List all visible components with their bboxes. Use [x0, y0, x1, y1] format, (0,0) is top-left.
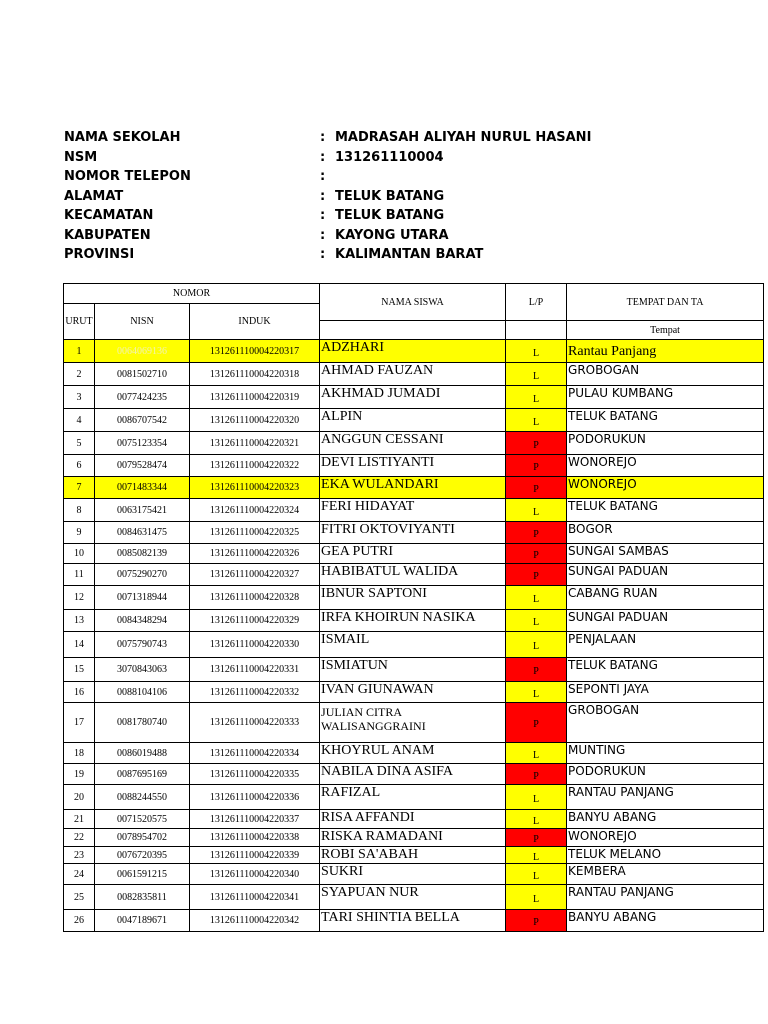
- info-value: KAYONG UTARA: [335, 227, 449, 243]
- cell-tempat: TELUK MELANO: [567, 847, 764, 864]
- cell-urut: 1: [64, 340, 95, 363]
- cell-nisn: 0061591215: [95, 864, 190, 885]
- cell-nisn: 3070843063: [95, 658, 190, 682]
- cell-nama-siswa: ANGGUN CESSANI: [320, 432, 506, 455]
- cell-nama-siswa: IRFA KHOIRUN NASIKA: [320, 610, 506, 632]
- cell-lp: P: [506, 910, 567, 932]
- cell-nama-siswa: ISMIATUN: [320, 658, 506, 682]
- info-colon: :: [320, 130, 326, 145]
- cell-lp: P: [506, 764, 567, 785]
- table-row: [64, 743, 764, 764]
- cell-urut: 10: [64, 544, 95, 564]
- cell-induk: 131261110004220321: [190, 432, 320, 455]
- cell-urut: 11: [64, 564, 95, 586]
- cell-induk: 131261110004220324: [190, 499, 320, 522]
- table-row: [64, 764, 764, 785]
- cell-urut: 19: [64, 764, 95, 785]
- cell-lp: L: [506, 847, 567, 864]
- cell-lp: L: [506, 682, 567, 703]
- info-label: KABUPATEN: [64, 227, 151, 243]
- info-colon: :: [320, 169, 326, 184]
- table-row: [64, 386, 764, 409]
- table-row: [64, 499, 764, 522]
- cell-nisn: 0078954702: [95, 829, 190, 847]
- cell-tempat: RANTAU PANJANG: [567, 785, 764, 810]
- cell-lp: L: [506, 340, 567, 363]
- cell-lp: L: [506, 363, 567, 386]
- info-value: KALIMANTAN BARAT: [335, 247, 484, 262]
- cell-tempat: Rantau Panjang: [567, 340, 764, 363]
- cell-nama-siswa: AKHMAD JUMADI: [320, 386, 506, 409]
- table-row: [64, 586, 764, 610]
- table-row: [64, 810, 764, 829]
- cell-urut: 21: [64, 810, 95, 829]
- cell-lp: P: [506, 703, 567, 743]
- header-spacer: [506, 321, 567, 340]
- cell-induk: 131261110004220328: [190, 586, 320, 610]
- cell-nisn: 0088104106: [95, 682, 190, 703]
- info-label: ALAMAT: [64, 188, 124, 204]
- cell-induk: 131261110004220325: [190, 522, 320, 544]
- cell-tempat: SUNGAI SAMBAS: [567, 544, 764, 564]
- table-row: [64, 363, 764, 386]
- cell-induk: 131261110004220338: [190, 829, 320, 847]
- cell-nisn: 0071318944: [95, 586, 190, 610]
- cell-lp: L: [506, 386, 567, 409]
- cell-induk: 131261110004220322: [190, 455, 320, 477]
- table-row: [64, 703, 764, 743]
- table-row: [64, 864, 764, 885]
- cell-induk: 131261110004220341: [190, 885, 320, 910]
- cell-tempat: GROBOGAN: [567, 703, 764, 743]
- cell-lp: L: [506, 632, 567, 658]
- cell-nisn: 0077424235: [95, 386, 190, 409]
- cell-lp: P: [506, 658, 567, 682]
- header-urut: URUT: [64, 304, 95, 340]
- cell-urut: 8: [64, 499, 95, 522]
- cell-induk: 131261110004220337: [190, 810, 320, 829]
- cell-urut: 6: [64, 455, 95, 477]
- cell-tempat: WONOREJO: [567, 829, 764, 847]
- table-row: [64, 455, 764, 477]
- cell-urut: 5: [64, 432, 95, 455]
- cell-nisn: 0071483344: [95, 477, 190, 499]
- cell-induk: 131261110004220332: [190, 682, 320, 703]
- cell-induk: 131261110004220323: [190, 477, 320, 499]
- cell-nisn: 0081502710: [95, 363, 190, 386]
- cell-lp: P: [506, 829, 567, 847]
- info-label: NSM: [64, 149, 98, 165]
- student-table-viewport: [63, 283, 704, 939]
- info-label: NAMA SEKOLAH: [64, 130, 181, 145]
- info-colon: :: [320, 227, 326, 243]
- cell-nisn: 0082835811: [95, 885, 190, 910]
- cell-nisn: 0075290270: [95, 564, 190, 586]
- cell-nisn: 0063175421: [95, 499, 190, 522]
- cell-nisn: 0075790743: [95, 632, 190, 658]
- cell-urut: 2: [64, 363, 95, 386]
- cell-tempat: WONOREJO: [567, 477, 764, 499]
- table-row: [64, 340, 764, 363]
- cell-induk: 131261110004220326: [190, 544, 320, 564]
- cell-tempat: BANYU ABANG: [567, 910, 764, 932]
- header-induk: INDUK: [190, 304, 320, 340]
- cell-lp: L: [506, 586, 567, 610]
- cell-nama-siswa: AHMAD FAUZAN: [320, 363, 506, 386]
- student-table-body: [64, 340, 764, 932]
- cell-lp: L: [506, 810, 567, 829]
- table-row: [64, 847, 764, 864]
- cell-urut: 20: [64, 785, 95, 810]
- table-row: [64, 829, 764, 847]
- cell-lp: P: [506, 432, 567, 455]
- student-table: [63, 283, 764, 932]
- table-row: [64, 885, 764, 910]
- table-row: [64, 785, 764, 810]
- cell-tempat: TELUK BATANG: [567, 658, 764, 682]
- cell-urut: 15: [64, 658, 95, 682]
- cell-nama-siswa: FERI HIDAYAT: [320, 499, 506, 522]
- cell-tempat: GROBOGAN: [567, 363, 764, 386]
- cell-lp: L: [506, 885, 567, 910]
- cell-nisn: 0086707542: [95, 409, 190, 432]
- info-value: TELUK BATANG: [335, 208, 445, 223]
- info-colon: :: [320, 149, 326, 165]
- cell-nama-siswa: HABIBATUL WALIDA: [320, 564, 506, 586]
- cell-induk: 131261110004220342: [190, 910, 320, 932]
- cell-induk: 131261110004220335: [190, 764, 320, 785]
- info-value: MADRASAH ALIYAH NURUL HASANI: [335, 130, 592, 145]
- cell-tempat: TELUK BATANG: [567, 499, 764, 522]
- cell-nama-siswa: SYAPUAN NUR: [320, 885, 506, 910]
- header-nama-siswa: NAMA SISWA: [320, 284, 506, 321]
- cell-induk: 131261110004220329: [190, 610, 320, 632]
- info-colon: :: [320, 208, 326, 223]
- cell-nisn: 0087695169: [95, 764, 190, 785]
- cell-urut: 24: [64, 864, 95, 885]
- cell-lp: L: [506, 785, 567, 810]
- cell-nama-siswa: RISA AFFANDI: [320, 810, 506, 829]
- cell-lp: L: [506, 499, 567, 522]
- cell-nama-siswa: ADZHARI: [320, 340, 506, 363]
- cell-nisn: 0084631475: [95, 522, 190, 544]
- cell-induk: 131261110004220330: [190, 632, 320, 658]
- cell-tempat: WONOREJO: [567, 455, 764, 477]
- cell-lp: P: [506, 477, 567, 499]
- cell-nisn: 0084348294: [95, 610, 190, 632]
- cell-tempat: SUNGAI PADUAN: [567, 564, 764, 586]
- cell-nama-siswa: DEVI LISTIYANTI: [320, 455, 506, 477]
- info-label: PROVINSI: [64, 247, 135, 262]
- info-label: KECAMATAN: [64, 208, 154, 223]
- cell-urut: 16: [64, 682, 95, 703]
- cell-urut: 23: [64, 847, 95, 864]
- cell-nisn: 0064069136: [95, 340, 190, 363]
- info-value: 131261110004: [335, 149, 444, 165]
- table-row: [64, 610, 764, 632]
- header-nisn: NISN: [95, 304, 190, 340]
- cell-urut: 22: [64, 829, 95, 847]
- cell-nisn: 0076720395: [95, 847, 190, 864]
- table-row: [64, 564, 764, 586]
- cell-urut: 4: [64, 409, 95, 432]
- info-colon: :: [320, 188, 326, 204]
- cell-urut: 14: [64, 632, 95, 658]
- info-colon: :: [320, 247, 326, 262]
- cell-lp: P: [506, 564, 567, 586]
- table-row: [64, 544, 764, 564]
- table-row: [64, 682, 764, 703]
- table-row: [64, 658, 764, 682]
- cell-induk: 131261110004220319: [190, 386, 320, 409]
- cell-nisn: 0047189671: [95, 910, 190, 932]
- cell-nama-siswa: KHOYRUL ANAM: [320, 743, 506, 764]
- cell-induk: 131261110004220340: [190, 864, 320, 885]
- cell-induk: 131261110004220317: [190, 340, 320, 363]
- cell-nama-siswa: NABILA DINA ASIFA: [320, 764, 506, 785]
- cell-urut: 12: [64, 586, 95, 610]
- cell-tempat: TELUK BATANG: [567, 409, 764, 432]
- table-row: [64, 910, 764, 932]
- cell-nisn: 0071520575: [95, 810, 190, 829]
- cell-nama-siswa: FITRI OKTOVIYANTI: [320, 522, 506, 544]
- cell-lp: P: [506, 455, 567, 477]
- cell-tempat: PODORUKUN: [567, 764, 764, 785]
- cell-tempat: CABANG RUAN: [567, 586, 764, 610]
- cell-nisn: 0088244550: [95, 785, 190, 810]
- cell-urut: 17: [64, 703, 95, 743]
- table-row: [64, 409, 764, 432]
- cell-nama-siswa: SUKRI: [320, 864, 506, 885]
- cell-tempat: BANYU ABANG: [567, 810, 764, 829]
- cell-urut: 9: [64, 522, 95, 544]
- header-tempat: Tempat: [567, 321, 764, 340]
- info-label: NOMOR TELEPON: [64, 169, 191, 184]
- table-row: [64, 432, 764, 455]
- cell-nama-siswa: JULIAN CITRA WALISANGGRAINI: [320, 703, 506, 743]
- cell-induk: 131261110004220339: [190, 847, 320, 864]
- cell-nisn: 0086019488: [95, 743, 190, 764]
- cell-induk: 131261110004220334: [190, 743, 320, 764]
- table-row: [64, 477, 764, 499]
- table-row: [64, 632, 764, 658]
- cell-nama-siswa: ROBI SA'ABAH: [320, 847, 506, 864]
- cell-induk: 131261110004220336: [190, 785, 320, 810]
- cell-lp: P: [506, 522, 567, 544]
- table-row: [64, 522, 764, 544]
- cell-tempat: PENJALAAN: [567, 632, 764, 658]
- cell-tempat: MUNTING: [567, 743, 764, 764]
- cell-tempat: SEPONTI JAYA: [567, 682, 764, 703]
- header-tempat-tanggal: TEMPAT DAN TA: [567, 284, 764, 321]
- cell-tempat: SUNGAI PADUAN: [567, 610, 764, 632]
- cell-nama-siswa: RAFIZAL: [320, 785, 506, 810]
- cell-urut: 26: [64, 910, 95, 932]
- cell-nisn: 0075123354: [95, 432, 190, 455]
- header-spacer: [320, 321, 506, 340]
- cell-lp: L: [506, 409, 567, 432]
- cell-nama-siswa: ALPIN: [320, 409, 506, 432]
- cell-induk: 131261110004220327: [190, 564, 320, 586]
- cell-nama-siswa: EKA WULANDARI: [320, 477, 506, 499]
- cell-nisn: 0079528474: [95, 455, 190, 477]
- cell-tempat: PODORUKUN: [567, 432, 764, 455]
- cell-nisn: 0081780740: [95, 703, 190, 743]
- cell-urut: 3: [64, 386, 95, 409]
- cell-nama-siswa: TARI SHINTIA BELLA: [320, 910, 506, 932]
- cell-induk: 131261110004220320: [190, 409, 320, 432]
- cell-nama-siswa: IVAN GIUNAWAN: [320, 682, 506, 703]
- cell-induk: 131261110004220318: [190, 363, 320, 386]
- cell-tempat: RANTAU PANJANG: [567, 885, 764, 910]
- cell-nama-siswa: RISKA RAMADANI: [320, 829, 506, 847]
- cell-induk: 131261110004220333: [190, 703, 320, 743]
- cell-urut: 13: [64, 610, 95, 632]
- cell-urut: 25: [64, 885, 95, 910]
- cell-tempat: PULAU KUMBANG: [567, 386, 764, 409]
- cell-lp: L: [506, 743, 567, 764]
- cell-urut: 7: [64, 477, 95, 499]
- cell-nisn: 0085082139: [95, 544, 190, 564]
- cell-tempat: BOGOR: [567, 522, 764, 544]
- header-lp: L/P: [506, 284, 567, 321]
- cell-nama-siswa: GEA PUTRI: [320, 544, 506, 564]
- cell-lp: L: [506, 864, 567, 885]
- cell-urut: 18: [64, 743, 95, 764]
- cell-nama-siswa: ISMAIL: [320, 632, 506, 658]
- cell-lp: L: [506, 610, 567, 632]
- cell-tempat: KEMBERA: [567, 864, 764, 885]
- info-value: TELUK BATANG: [335, 188, 445, 204]
- cell-nama-siswa: IBNUR SAPTONI: [320, 586, 506, 610]
- cell-induk: 131261110004220331: [190, 658, 320, 682]
- cell-lp: P: [506, 544, 567, 564]
- header-nomor: NOMOR: [64, 284, 320, 304]
